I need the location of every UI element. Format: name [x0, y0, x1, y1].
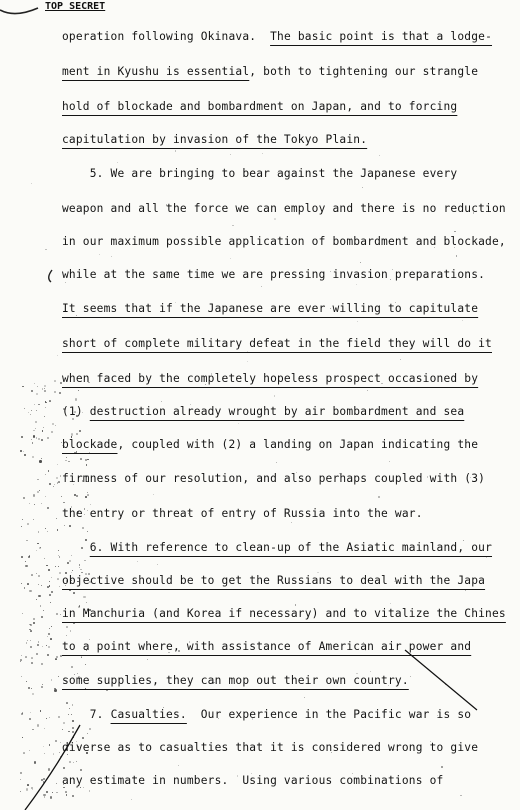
speck — [21, 655, 22, 656]
speck — [60, 756, 61, 757]
speck — [31, 183, 32, 184]
speck — [54, 380, 56, 382]
speck — [89, 790, 90, 791]
speck — [178, 765, 179, 766]
speck — [37, 386, 38, 387]
speck — [41, 616, 43, 618]
speck — [69, 525, 71, 527]
speck — [37, 479, 38, 480]
speck — [82, 527, 84, 529]
speck — [38, 438, 40, 440]
speck — [41, 439, 43, 441]
speck — [357, 321, 358, 322]
document-line — [62, 607, 506, 620]
speck — [27, 523, 29, 525]
speck — [56, 792, 57, 793]
speck — [49, 717, 50, 718]
speck — [54, 484, 55, 485]
speck — [44, 385, 46, 387]
underlined-text: destruction already wrought by air bombardment and sea — [89, 405, 465, 418]
underlined-text: when faced by the completely hopeless prospect occasioned by — [62, 372, 479, 385]
speck — [274, 395, 275, 396]
speck — [262, 153, 263, 154]
underlined-text: short of complete military defeat in the field they will do it — [62, 337, 492, 350]
underlined-text: Casualties. — [110, 708, 187, 721]
speck — [49, 483, 50, 484]
text-segment: firmness of our resolution, and also perhaps coupled with (3) — [62, 472, 486, 485]
speck — [33, 430, 34, 431]
document-line — [62, 640, 471, 653]
speck — [25, 561, 26, 562]
speck — [24, 587, 25, 588]
speck — [41, 663, 43, 665]
speck — [30, 624, 32, 626]
speck — [71, 433, 73, 435]
speck — [85, 496, 87, 498]
speck — [21, 583, 22, 584]
text-segment: 5. We are bringing to bear against the Japanese every — [62, 167, 458, 180]
text-segment — [62, 541, 90, 554]
speck — [378, 496, 379, 497]
speck — [34, 383, 35, 384]
speck — [46, 791, 48, 793]
speck — [36, 599, 37, 600]
speck — [400, 359, 401, 360]
speck — [50, 638, 52, 640]
speck — [21, 676, 22, 677]
speck — [73, 762, 74, 763]
speck — [76, 761, 77, 762]
speck — [356, 284, 357, 285]
speck — [27, 784, 29, 786]
underlined-text: to a point where, with assistance of American air power and — [62, 640, 472, 653]
document-line — [62, 472, 485, 485]
speck — [49, 581, 50, 582]
speck — [32, 729, 33, 730]
document-line — [62, 100, 457, 113]
text-segment: , both to tightening our strangle — [249, 65, 479, 78]
underlined-text: The basic point is that a lodge- — [270, 30, 493, 43]
speck — [49, 628, 50, 629]
text-segment: operation following Okinava. — [62, 30, 271, 43]
speck — [33, 494, 35, 496]
speck — [29, 750, 30, 751]
speck — [64, 525, 65, 526]
document-line — [62, 235, 506, 248]
speck — [21, 436, 23, 438]
text-segment: (1) — [62, 405, 90, 418]
document-line — [62, 337, 492, 350]
speck — [32, 693, 34, 695]
speck — [56, 518, 57, 519]
speck — [33, 618, 35, 620]
document-line — [62, 268, 485, 281]
speck — [30, 712, 31, 713]
underlined-text: some supplies, they can mop out their own country. — [62, 674, 409, 687]
document-line — [62, 438, 478, 451]
speck — [66, 626, 68, 628]
speck — [274, 218, 276, 220]
speck — [65, 460, 66, 461]
speck — [42, 430, 43, 431]
speck — [79, 567, 80, 568]
speck — [157, 564, 158, 565]
speck — [32, 442, 33, 443]
speck — [23, 451, 24, 452]
speck — [38, 531, 39, 532]
speck — [73, 592, 75, 594]
document-line — [62, 708, 471, 721]
speck — [51, 626, 52, 627]
document-line — [62, 302, 478, 315]
text-segment: any estimate in numbers. Using various combinations of — [62, 774, 444, 787]
speck — [317, 572, 318, 573]
speck — [38, 584, 39, 585]
speck — [441, 766, 442, 767]
speck — [29, 555, 30, 556]
speck — [238, 423, 239, 424]
speck — [37, 491, 39, 493]
document-line — [62, 65, 478, 78]
speck — [54, 689, 56, 691]
speck — [39, 460, 41, 462]
speck — [50, 602, 51, 603]
speck — [58, 676, 59, 677]
speck — [45, 249, 46, 250]
speck — [30, 630, 32, 632]
text-segment: while at the same time we are pressing invasion preparations. — [62, 268, 486, 281]
speck — [41, 686, 42, 687]
text-segment: the entry or threat of entry of Russia into the war. — [62, 507, 423, 520]
speck — [76, 433, 78, 435]
underlined-text: hold of blockade and bombardment on Japan, and to forcing — [62, 100, 458, 113]
speck — [247, 361, 248, 362]
document-line — [62, 574, 485, 587]
speck — [56, 656, 58, 658]
speck — [33, 435, 35, 437]
speck — [41, 503, 42, 504]
speck — [63, 722, 65, 724]
speck — [74, 452, 76, 454]
speck — [28, 412, 29, 413]
document-line — [62, 507, 423, 520]
speck — [460, 795, 461, 796]
speck — [43, 781, 45, 783]
speck — [56, 783, 57, 784]
speck — [276, 462, 277, 463]
document-line — [62, 405, 464, 418]
text-segment: 7. — [62, 708, 111, 721]
speck — [28, 687, 30, 689]
speck — [76, 315, 77, 316]
document-line — [62, 541, 492, 554]
speck — [71, 666, 73, 668]
text-segment: Our experience in the Pacific war is so — [186, 708, 472, 721]
speck — [47, 531, 48, 532]
speck — [72, 570, 73, 571]
document-line — [62, 774, 443, 787]
speck — [362, 187, 363, 188]
document-line — [62, 372, 478, 385]
speck — [56, 613, 58, 615]
underlined-text: capitulation by invasion of the Tokyo Plain. — [62, 133, 368, 146]
speck — [41, 585, 42, 586]
underlined-text: in Manchuria (and Korea if necessary) and to vitalize the Chines — [62, 607, 506, 620]
underlined-text: blockade — [62, 438, 118, 451]
speck — [21, 556, 23, 558]
speck — [22, 519, 23, 520]
speck — [247, 351, 248, 352]
speck — [34, 761, 36, 763]
speck — [25, 565, 27, 567]
speck — [29, 718, 30, 719]
speck — [80, 787, 81, 788]
speck — [27, 583, 29, 585]
speck — [20, 659, 22, 661]
speck — [59, 572, 61, 574]
speck — [72, 727, 74, 729]
speck — [31, 787, 33, 789]
speck — [47, 586, 48, 587]
speck — [31, 657, 33, 659]
speck — [40, 605, 41, 606]
underlined-text: 6. With reference to clean-up of the Asiatic mainland, our — [89, 541, 493, 554]
classification-mark: TOP SECRET — [45, 1, 106, 12]
speck — [462, 320, 463, 321]
speck — [89, 728, 91, 730]
document-line — [62, 741, 478, 754]
speck — [31, 390, 33, 392]
speck — [58, 481, 60, 483]
speck — [49, 400, 51, 402]
speck — [230, 258, 231, 259]
speck — [147, 659, 148, 660]
speck — [20, 772, 21, 773]
speck — [45, 528, 46, 529]
speck — [26, 681, 27, 682]
text-segment: in our maximum possible application of bombardment and blockade, — [62, 235, 506, 248]
speck — [62, 729, 63, 730]
speck — [65, 791, 67, 793]
speck — [44, 728, 45, 729]
document-line — [62, 30, 492, 43]
speck — [26, 788, 28, 790]
document-line — [62, 133, 367, 146]
speck — [35, 421, 37, 423]
speck — [39, 547, 41, 549]
underlined-text: objective should be to get the Russians to deal with the Japa — [62, 574, 486, 587]
speck — [25, 656, 27, 658]
text-segment: diverse as to casualties that it is considered wrong to give — [62, 741, 479, 754]
underlined-text: ment in Kyushu is essential — [62, 65, 250, 78]
speck — [44, 390, 46, 392]
speck — [151, 655, 152, 656]
speck — [51, 679, 52, 680]
text-segment: weapon and all the force we can employ and there is no reduction — [62, 202, 506, 215]
speck — [45, 401, 46, 402]
speck — [87, 492, 88, 493]
speck — [31, 574, 33, 576]
speck — [86, 602, 87, 603]
document-line — [62, 202, 506, 215]
text-segment: , coupled with (2) a landing on Japan indicating the — [117, 438, 479, 451]
speck — [22, 737, 23, 738]
speck — [29, 624, 30, 625]
speck — [59, 752, 60, 753]
speck — [87, 494, 89, 496]
speck — [83, 596, 85, 598]
speck — [36, 410, 37, 411]
speck — [117, 162, 118, 163]
speck — [73, 622, 75, 624]
speck — [295, 604, 296, 605]
underlined-text: It seems that if the Japanese are ever willing to capitulate — [62, 302, 479, 315]
speck — [99, 254, 100, 255]
document-line — [62, 674, 409, 687]
speck — [60, 614, 61, 615]
speck — [72, 731, 74, 733]
speck — [30, 640, 31, 641]
speck — [31, 662, 33, 664]
speck — [58, 550, 59, 551]
speck — [45, 474, 46, 475]
speck — [90, 504, 91, 505]
document-line — [62, 167, 457, 180]
speck — [291, 522, 292, 523]
speck — [50, 796, 52, 798]
speck — [153, 494, 154, 495]
speck — [80, 458, 82, 460]
speck — [48, 569, 50, 571]
speck — [29, 503, 30, 504]
